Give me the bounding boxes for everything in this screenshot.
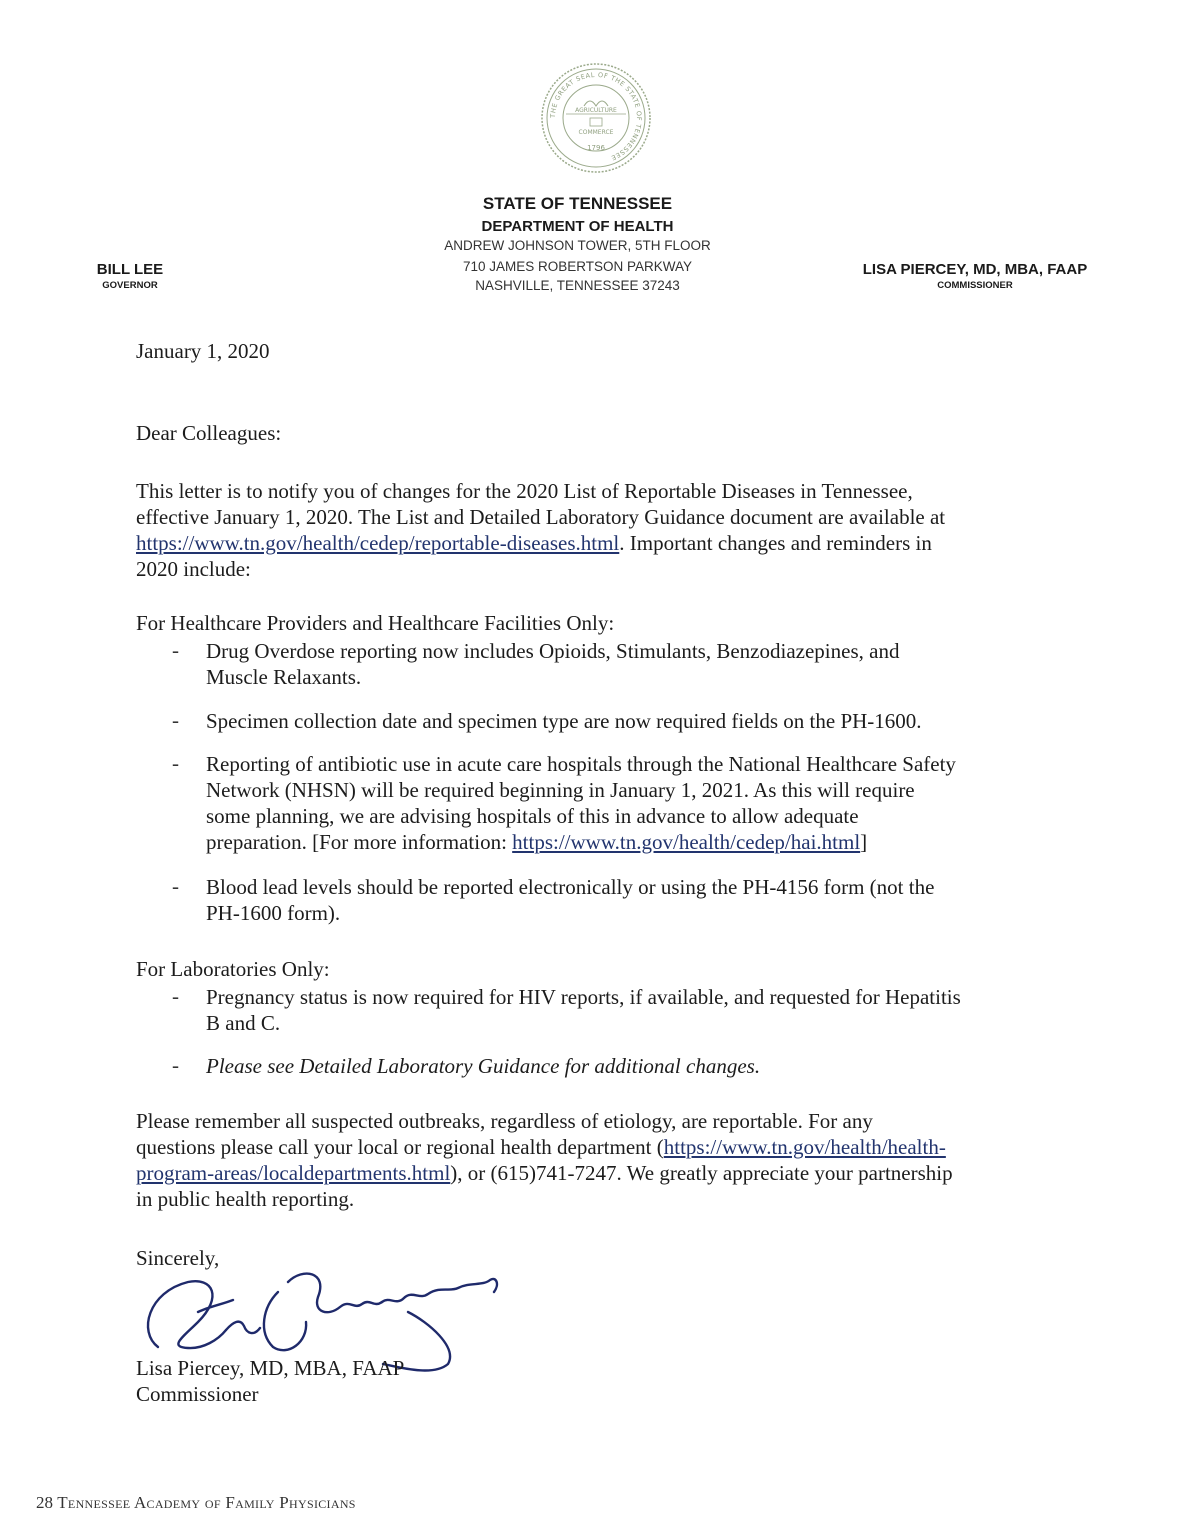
intro-line-2: effective January 1, 2020. The List and Detailed Laboratory Guidance document are available at	[136, 505, 946, 529]
bullet-dash: -	[172, 751, 179, 775]
svg-text:1796: 1796	[587, 144, 605, 152]
governor-name: BILL LEE	[96, 261, 164, 278]
providers-item-4-line-2: PH-1600 form).	[206, 901, 341, 925]
svg-text:COMMERCE: COMMERCE	[578, 129, 614, 136]
signature-image	[128, 1252, 528, 1372]
labs-item-1-line-1: Pregnancy status is now required for HIV reports, if available, and requested for Hepatitis	[206, 985, 961, 1009]
address-line-1: ANDREW JOHNSON TOWER, 5TH FLOOR	[444, 238, 711, 253]
commissioner-name: LISA PIERCEY, MD, MBA, FAAP	[862, 261, 1088, 278]
labs-item-1-line-2: B and C.	[206, 1011, 281, 1035]
signer-title: Commissioner	[136, 1382, 259, 1406]
svg-text:AGRICULTURE: AGRICULTURE	[575, 107, 617, 114]
state-seal-icon	[540, 62, 652, 174]
providers-item-1-line-2: Muscle Relaxants.	[206, 665, 362, 689]
bullet-dash: -	[172, 638, 179, 662]
reportable-diseases-link[interactable]: https://www.tn.gov/health/cedep/reportable-diseases.html	[136, 531, 620, 555]
local-departments-link-part-1[interactable]: https://www.tn.gov/health/health-	[663, 1135, 946, 1159]
providers-item-3-line-3: some planning, we are advising hospitals of this in advance to allow adequate	[206, 804, 859, 828]
providers-item-2-line-1: Specimen collection date and specimen type are now required fields on the PH-1600.	[206, 709, 922, 733]
providers-item-1-line-1: Drug Overdose reporting now includes Opioids, Stimulants, Benzodiazepines, and	[206, 639, 900, 663]
intro-line-4: 2020 include:	[136, 557, 251, 581]
svg-text:THE GREAT SEAL OF THE STATE OF: THE GREAT SEAL OF THE STATE OF TENNESSEE	[548, 70, 644, 162]
bullet-dash: -	[172, 874, 179, 898]
address-line-3: NASHVILLE, TENNESSEE 37243	[475, 278, 680, 293]
state-title: STATE OF TENNESSEE	[482, 194, 673, 213]
signer-name: Lisa Piercey, MD, MBA, FAAP	[136, 1356, 405, 1380]
page-number: 28	[36, 1493, 53, 1512]
providers-item-3-line-2: Network (NHSN) will be required beginning in January 1, 2021. As this will require	[206, 778, 915, 802]
providers-item-4-line-1: Blood lead levels should be reported electronically or using the PH-4156 form (not the	[206, 875, 935, 899]
address-line-2: 710 JAMES ROBERTSON PARKWAY	[462, 259, 693, 274]
providers-item-3-line-4: preparation. [For more information: https://www.tn.gov/health/cedep/hai.html]	[206, 830, 868, 854]
salutation: Dear Colleagues:	[136, 421, 282, 445]
hai-link[interactable]: https://www.tn.gov/health/cedep/hai.html	[512, 830, 861, 854]
letter-date: January 1, 2020	[136, 339, 270, 363]
labs-item-2-line-1: Please see Detailed Laboratory Guidance for additional changes.	[206, 1054, 761, 1078]
closing-line-2: questions please call your local or regional health department (https://www.tn.gov/health/health-	[136, 1135, 946, 1159]
intro-line-1: This letter is to notify you of changes for the 2020 List of Reportable Diseases in Tennessee,	[136, 479, 913, 503]
providers-heading: For Healthcare Providers and Healthcare Facilities Only:	[136, 611, 615, 635]
closing-line-4: in public health reporting.	[136, 1187, 355, 1211]
closing-line-3: program-areas/localdepartments.html), or (615)741-7247. We greatly appreciate your partnership	[136, 1161, 953, 1185]
bullet-dash: -	[172, 708, 179, 732]
page-footer	[36, 1493, 356, 1513]
closing-line-1: Please remember all suspected outbreaks, regardless of etiology, are reportable. For any	[136, 1109, 873, 1133]
publication-name: Tennessee Academy of Family Physicians	[57, 1493, 356, 1512]
department-title: DEPARTMENT OF HEALTH	[481, 218, 674, 235]
intro-line-3: https://www.tn.gov/health/cedep/reportable-diseases.html. Important changes and reminders in	[136, 531, 932, 555]
signoff: Sincerely,	[136, 1246, 220, 1270]
bullet-dash: -	[172, 1053, 179, 1077]
bullet-dash: -	[172, 984, 179, 1008]
local-departments-link-part-2[interactable]: program-areas/localdepartments.html	[136, 1161, 451, 1185]
labs-heading: For Laboratories Only:	[136, 957, 330, 981]
commissioner-title: COMMISSIONER	[937, 280, 1013, 291]
providers-item-3-line-1: Reporting of antibiotic use in acute care hospitals through the National Healthcare Safety	[206, 752, 956, 776]
governor-title: GOVERNOR	[102, 280, 158, 291]
